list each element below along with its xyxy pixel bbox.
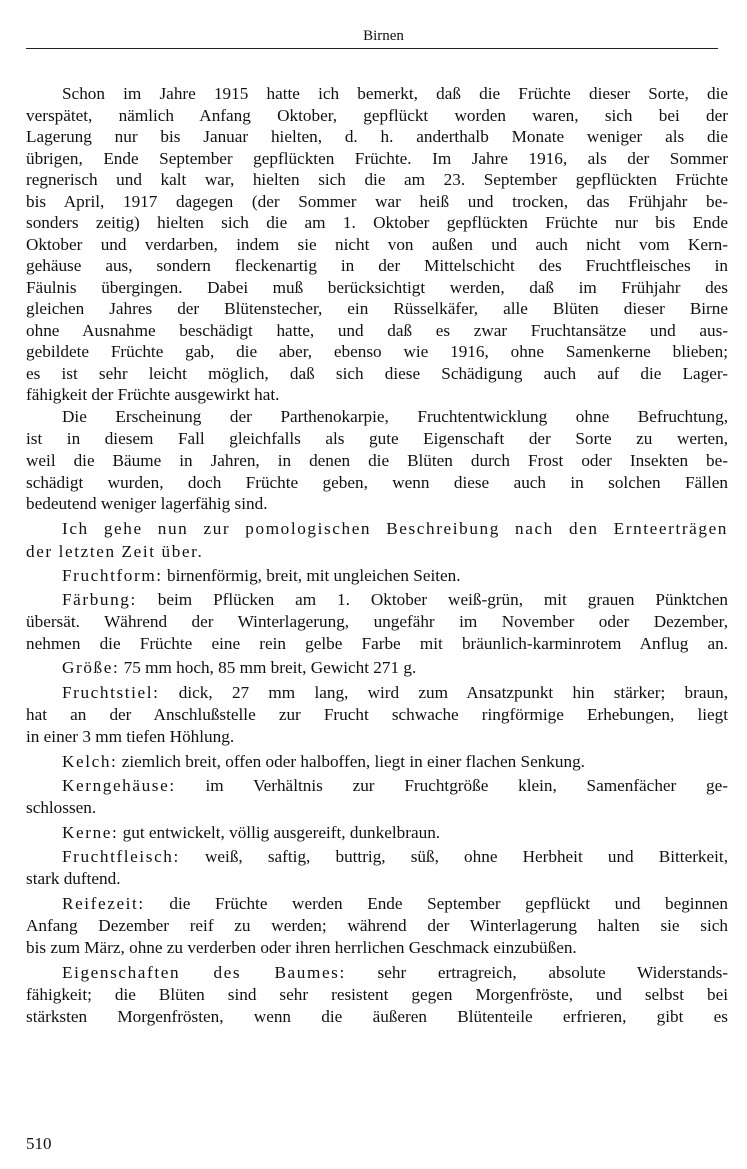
text-line [26,869,728,889]
line-text: hat an der Anschlußstelle zur Frucht schwache ringförmige Erhebungen, liegt [26,705,728,724]
text-line [26,494,728,514]
line-text: weiß, saftig, buttrig, süß, ohne Herbheit und Bitterkeit, [179,847,728,866]
spaced-label: Fruchtfleisch: [62,847,180,866]
line-text: bis April, 1917 dagegen (der Sommer war heiß und trocken, das Frühjahr be- [26,192,728,211]
text-line [26,192,728,212]
line-text: bedeutend weniger lagerfähig sind. [26,494,268,513]
text-line [26,705,728,725]
text-line [26,385,728,405]
line-text: die Früchte werden Ende September gepflückt und beginnen [144,894,728,913]
spaced-label: Kelch: [62,752,118,771]
text-line [62,683,728,703]
text-line [26,127,728,147]
spaced-label: Größe: [62,658,120,677]
text-line [62,847,728,867]
text-line [62,776,728,796]
line-text: Schon im Jahre 1915 hatte ich bemerkt, daß die Früchte dieser Sorte, die [62,84,728,103]
line-text: übersät. Während der Winterlagerung, ungefähr im November oder Dezember, [26,612,728,631]
spaced-label: Färbung: [62,590,137,609]
line-text: weil die Bäume in Jahren, in denen die Blüten durch Frost oder Insekten be- [26,451,728,470]
line-text: in einer 3 mm tiefen Höhlung. [26,727,235,746]
line-text: nehmen die Früchte eine rein gelbe Farbe mit bräunlich-karminrotem Anflug an. [26,634,728,653]
text-line [26,916,728,936]
line-text: ohne Ausnahme beschädigt hatte, und daß es zwar Fruchtansätze und aus- [26,321,728,340]
spaced-label: Reifezeit: [62,894,145,913]
text-line [26,451,728,471]
text-line [26,321,728,341]
line-text: übrigen, Ende September gepflückten Früchte. Im Jahre 1916, als der Sommer [26,149,728,168]
text-line [26,727,728,747]
text-line [62,752,728,772]
text-line [26,149,728,169]
text-line [62,823,728,843]
header-title: Birnen [363,28,404,44]
spaced-label: Ich gehe nun zur pomologischen Beschreibung nach den Ernteerträgen [62,519,728,538]
text-line [62,590,728,610]
line-text: stark duftend. [26,869,121,888]
line-text: ziemlich breit, offen oder halboffen, liegt in einer flachen Senkung. [117,752,585,771]
text-line [26,299,728,319]
text-line [26,1007,728,1027]
text-line [62,407,728,427]
line-text: stärksten Morgenfrösten, wenn die äußeren Blütenteile erfrieren, gibt es [26,1007,728,1026]
line-text: Lagerung nur bis Januar hielten, d. h. anderthalb Monate weniger als die [26,127,728,146]
line-text: gebildete Früchte gab, die aber, ebenso wie 1916, ohne Samenkerne blieben; [26,342,728,361]
line-text: Fäulnis übergingen. Dabei muß berücksichtigt werden, daß im Frühjahr des [26,278,728,297]
spaced-label: Fruchtstiel: [62,683,160,702]
spaced-label: Kerne: [62,823,119,842]
page-number: 510 [26,1134,52,1153]
text-line [26,542,728,562]
text-line [26,473,728,493]
text-line [62,963,728,983]
line-text: verspätet, nämlich Anfang Oktober, gepflückt worden waren, sich bei der [26,106,728,125]
text-line [62,566,728,586]
line-text: dick, 27 mm lang, wird zum Ansatzpunkt hin stärker; braun, [159,683,728,702]
line-text: gleichen Jahres der Blütenstecher, ein Rüsselkäfer, alle Blüten dieser Birne [26,299,728,318]
running-header [0,28,747,45]
line-text: beim Pflücken am 1. Oktober weiß-grün, mit grauen Pünktchen [136,590,728,609]
spaced-label: der letzten Zeit über. [26,542,204,561]
text-line [62,658,728,678]
text-line [26,235,728,255]
spaced-label: Kerngehäuse: [62,776,176,795]
text-line [26,170,728,190]
line-text: fähigkeit der Früchte ausgewirkt hat. [26,385,280,404]
line-text: schlossen. [26,798,97,817]
line-text: 75 mm hoch, 85 mm breit, Gewicht 271 g. [119,658,417,677]
line-text: bis zum März, ohne zu verderben oder ihren herrlichen Geschmack einzubüßen. [26,938,577,957]
line-text: ist in diesem Fall gleichfalls als gute Eigenschaft der Sorte zu werten, [26,429,728,448]
text-line [26,429,728,449]
text-line [62,894,728,914]
header-rule [26,48,718,49]
line-text: Anfang Dezember reif zu werden; während der Winterlagerung halten sie sich [26,916,728,935]
text-line [26,213,728,233]
spaced-label: Fruchtform: [62,566,163,585]
line-text: sehr ertragreich, absolute Widerstands- [345,963,728,982]
line-text: gehäuse aus, sondern fleckenartig in der Mittelschicht des Fruchtfleisches in [26,256,728,275]
text-line [26,938,728,958]
text-line [26,364,728,384]
line-text: Die Erscheinung der Parthenokarpie, Fruchtentwicklung ohne Befruchtung, [62,407,728,426]
line-text: fähigkeit; die Blüten sind sehr resistent gegen Morgenfröste, und selbst bei [26,985,728,1004]
line-text: es ist sehr leicht möglich, daß sich diese Schädigung auch auf die Lager- [26,364,728,383]
text-line [26,985,728,1005]
line-text: Oktober und verdarben, indem sie nicht von außen und auch nicht vom Kern- [26,235,728,254]
text-line [26,278,728,298]
text-line [26,256,728,276]
text-line [26,612,728,632]
line-text: schädigt wurden, doch Früchte geben, wenn diese auch in solchen Fällen [26,473,728,492]
line-text: gut entwickelt, völlig ausgereift, dunkelbraun. [118,823,441,842]
line-text: birnenförmig, breit, mit ungleichen Seiten. [162,566,461,585]
line-text: regnerisch und kalt war, hielten sich die am 23. September gepflückten Früchte [26,170,728,189]
text-line [62,519,728,539]
line-text: im Verhältnis zur Fruchtgröße klein, Samenfächer ge- [175,776,728,795]
text-line [26,798,728,818]
text-line [62,84,728,104]
text-line [26,634,728,654]
line-text: sonders zeitig) hielten sich die am 1. Oktober gepflückten Früchte nur bis Ende [26,213,728,232]
text-line [26,106,728,126]
text-line [26,342,728,362]
spaced-label: Eigenschaften des Baumes: [62,963,346,982]
